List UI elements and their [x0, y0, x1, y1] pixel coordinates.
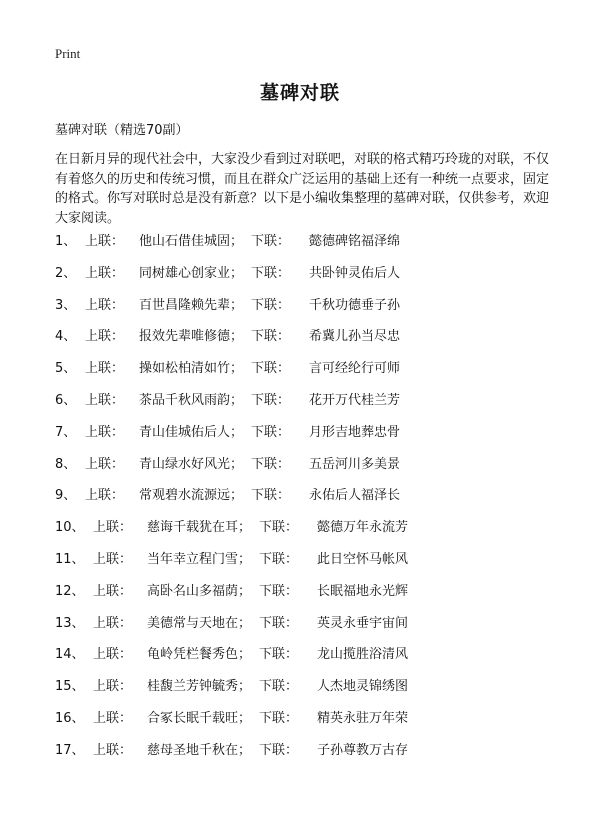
- lower-line: 花开万代桂兰芳: [309, 392, 401, 408]
- couplet-list: [55, 232, 408, 773]
- lower-line: 懿德万年永流芳: [317, 520, 409, 536]
- couplet-number: 12、: [55, 583, 85, 599]
- upper-label: 上联：: [93, 551, 133, 567]
- upper-line: 合冢长眠千载旺；: [147, 710, 252, 726]
- couplet-number: 9、: [55, 488, 77, 504]
- page-title: 墓碑对联: [259, 82, 340, 104]
- lower-label: 下联：: [259, 647, 299, 663]
- couplet-item: [55, 582, 408, 614]
- upper-line: 当年幸立程门雪；: [147, 551, 252, 567]
- lower-label: 下联：: [251, 297, 291, 313]
- lower-line: 永佑后人福泽长: [309, 488, 401, 504]
- subtitle: 墓碑对联（精选70副）: [55, 123, 189, 138]
- lower-line: 懿德碑铭福泽绵: [309, 234, 401, 249]
- couplet-number: 8、: [55, 456, 77, 472]
- lower-line: 龙山揽胜浴清风: [317, 647, 409, 663]
- couplet-item: [55, 709, 408, 741]
- couplet-number: 13、: [55, 615, 85, 631]
- couplet-item: [55, 741, 408, 773]
- lower-line: 子孙尊教万古存: [317, 742, 409, 758]
- upper-line: 青山绿水好风光；: [139, 456, 244, 472]
- couplet-number: 5、: [55, 361, 77, 377]
- lower-label: 下联：: [251, 424, 291, 440]
- lower-label: 下联：: [251, 265, 291, 281]
- upper-line: 茶品千秋风雨韵；: [139, 392, 244, 408]
- couplet-item: [55, 391, 408, 423]
- upper-label: 上联：: [93, 679, 133, 695]
- upper-label: 上联：: [85, 265, 125, 281]
- couplet-number: 3、: [55, 297, 77, 313]
- upper-line: 慈母圣地千秋在；: [147, 742, 252, 758]
- upper-line: 常观碧水流源远；: [139, 488, 244, 504]
- couplet-item: [55, 645, 408, 677]
- print-link[interactable]: Print: [55, 46, 81, 61]
- upper-label: 上联：: [93, 647, 133, 663]
- lower-line: 希冀儿孙当尽忠: [309, 329, 401, 345]
- upper-line: 高卧名山多福荫；: [147, 583, 252, 599]
- lower-line: 月形吉地葬忠骨: [309, 424, 401, 440]
- lower-line: 言可经纶行可师: [309, 361, 401, 377]
- upper-label: 上联：: [85, 329, 125, 345]
- intro-paragraph: 在日新月异的现代社会中，大家没少看到过对联吧，对联的格式精巧玲珑的对联，不仅有着悠久的历史和传统习惯，而且在群众广泛运用的基础上还有一种统一点要求，固定的格式。你写对联时总是没有新意？以下是小编收集整理的墓碑对联，仅供参考，欢迎大家阅读。: [55, 152, 550, 226]
- couplet-item: [55, 677, 408, 709]
- lower-line: 此日空怀马帐风: [317, 551, 409, 567]
- lower-label: 下联：: [259, 551, 299, 567]
- lower-line: 千秋功德垂子孙: [309, 297, 401, 313]
- upper-label: 上联：: [85, 392, 125, 408]
- couplet-item: [55, 296, 408, 328]
- couplet-number: 14、: [55, 647, 85, 663]
- upper-label: 上联：: [85, 234, 125, 249]
- upper-label: 上联：: [85, 361, 125, 377]
- couplet-item: [55, 518, 408, 550]
- couplet-item: [55, 486, 408, 518]
- couplet-number: 1、: [55, 234, 77, 249]
- upper-label: 上联：: [85, 456, 125, 472]
- upper-label: 上联：: [93, 583, 133, 599]
- couplet-item: [55, 614, 408, 646]
- lower-label: 下联：: [251, 361, 291, 377]
- couplet-item: [55, 423, 408, 455]
- lower-label: 下联：: [259, 520, 299, 536]
- upper-line: 他山石借佳城固；: [139, 234, 244, 249]
- couplet-number: 4、: [55, 329, 77, 345]
- lower-line: 人杰地灵锦绣图: [317, 679, 409, 695]
- couplet-number: 16、: [55, 710, 85, 726]
- upper-line: 青山佳城佑后人；: [139, 424, 244, 440]
- upper-line: 百世昌隆赖先辈；: [139, 297, 244, 313]
- upper-label: 上联：: [85, 297, 125, 313]
- upper-line: 桂馥兰芳钟毓秀；: [147, 679, 252, 695]
- lower-label: 下联：: [259, 679, 299, 695]
- upper-line: 报效先辈唯修德；: [139, 329, 244, 345]
- upper-label: 上联：: [85, 424, 125, 440]
- couplet-number: 11、: [55, 551, 85, 567]
- upper-line: 同树雄心创家业；: [139, 265, 244, 281]
- upper-label: 上联：: [93, 520, 133, 536]
- upper-label: 上联：: [85, 488, 125, 504]
- lower-label: 下联：: [259, 710, 299, 726]
- couplet-item: [55, 550, 408, 582]
- couplet-item: [55, 327, 408, 359]
- couplet-item: [55, 232, 408, 264]
- couplet-item: [55, 264, 408, 296]
- couplet-item: [55, 359, 408, 391]
- couplet-item: [55, 455, 408, 487]
- lower-label: 下联：: [259, 615, 299, 631]
- upper-line: 龟岭凭栏餐秀色；: [147, 647, 252, 663]
- lower-line: 五岳河川多美景: [309, 456, 401, 472]
- lower-label: 下联：: [259, 583, 299, 599]
- upper-label: 上联：: [93, 710, 133, 726]
- lower-label: 下联：: [251, 488, 291, 504]
- upper-label: 上联：: [93, 615, 133, 631]
- couplet-number: 10、: [55, 520, 85, 536]
- lower-label: 下联：: [251, 234, 291, 249]
- upper-line: 美德常与天地在；: [147, 615, 252, 631]
- upper-label: 上联：: [93, 742, 133, 758]
- lower-label: 下联：: [251, 456, 291, 472]
- lower-label: 下联：: [251, 329, 291, 345]
- lower-line: 英灵永垂宇宙间: [317, 615, 409, 631]
- lower-label: 下联：: [259, 742, 299, 758]
- lower-line: 共卧钟灵佑后人: [309, 265, 401, 281]
- couplet-number: 15、: [55, 679, 85, 695]
- lower-label: 下联：: [251, 392, 291, 408]
- couplet-number: 6、: [55, 392, 77, 408]
- lower-line: 长眠福地永光辉: [317, 583, 409, 599]
- lower-line: 精英永驻万年荣: [317, 710, 409, 726]
- couplet-number: 7、: [55, 424, 77, 440]
- upper-line: 慈诲千载犹在耳；: [147, 520, 252, 536]
- upper-line: 操如松柏清如竹；: [139, 361, 244, 377]
- couplet-number: 17、: [55, 742, 85, 758]
- couplet-number: 2、: [55, 265, 77, 281]
